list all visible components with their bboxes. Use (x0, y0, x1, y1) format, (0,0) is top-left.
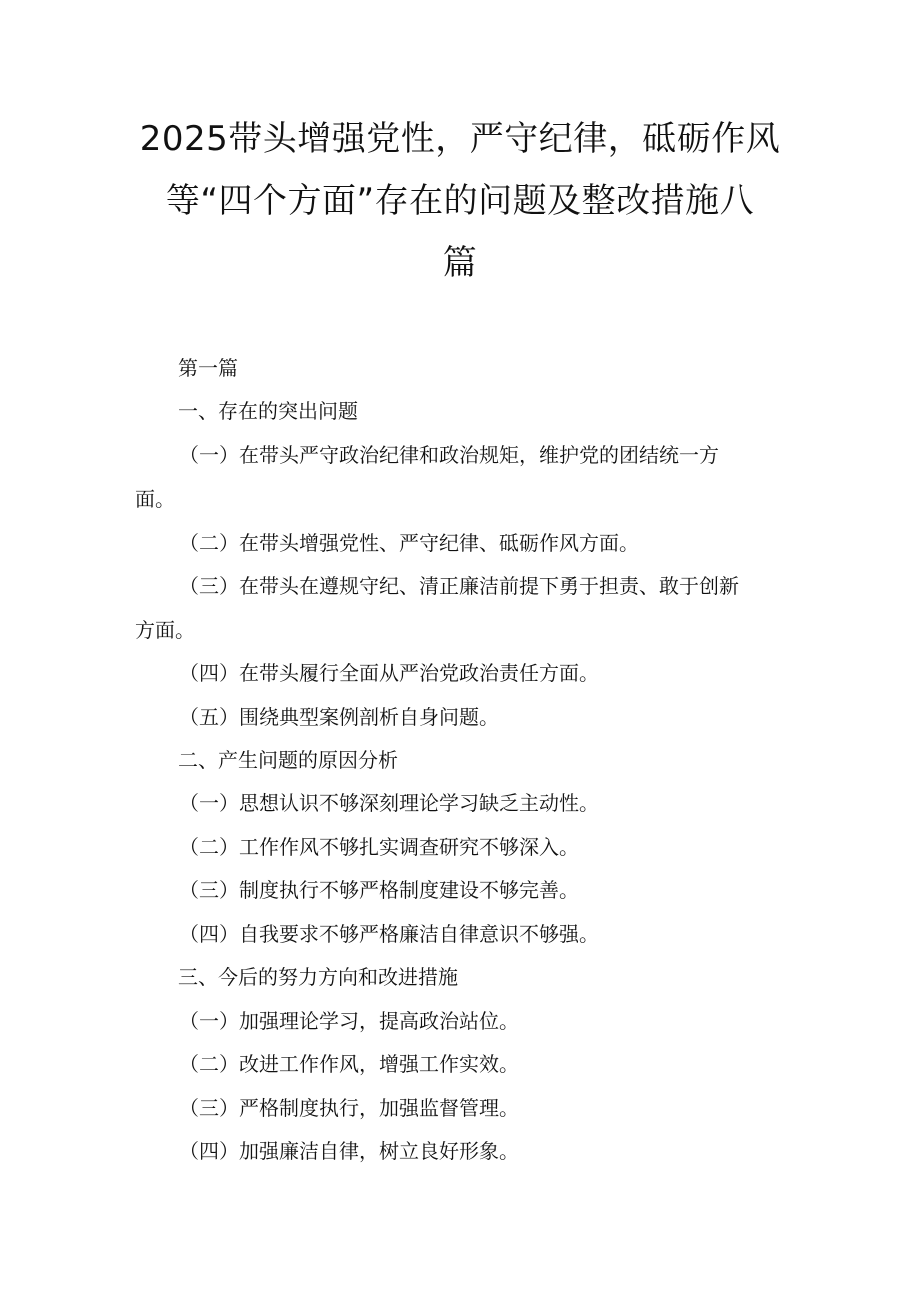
paragraph-line: （一）加强理论学习，提高政治站位。 (179, 1009, 519, 1033)
title-line-2: 等“四个方面”存在的问题及整改措施八 (165, 181, 755, 221)
paragraph-line: （二）改进工作作风，增强工作实效。 (179, 1052, 519, 1076)
document-title (120, 108, 800, 294)
paragraph-line: （四）自我要求不够严格廉洁自律意识不够强。 (179, 922, 599, 946)
paragraph-line: （五）围绕典型案例剖析自身问题。 (179, 705, 499, 729)
paragraph-line: （四）加强廉洁自律，树立良好形象。 (179, 1139, 519, 1163)
title-line-1: 2025带头增强党性，严守纪律，砥砺作风 (139, 119, 781, 159)
paragraph-line: （三）制度执行不够严格制度建设不够完善。 (179, 878, 579, 902)
paragraph-line: （三）在带头在遵规守纪、清正廉洁前提下勇于担责、敢于创新 (179, 574, 739, 598)
section-heading-2: 二、产生问题的原因分析 (178, 748, 398, 772)
paragraph-line: （四）在带头履行全面从严治党政治责任方面。 (179, 661, 599, 685)
title-line-3: 篇 (442, 243, 478, 283)
paragraph-line: 方面。 (135, 618, 195, 642)
paragraph-line: （一）在带头严守政治纪律和政治规矩，维护党的团结统一方 (179, 443, 719, 467)
paragraph-line: （二）在带头增强党性、严守纪律、砥砺作风方面。 (179, 531, 639, 555)
chapter-heading: 第一篇 (178, 356, 238, 380)
section-heading-1: 一、存在的突出问题 (178, 399, 358, 423)
paragraph-line: （三）严格制度执行，加强监督管理。 (179, 1096, 519, 1120)
paragraph-line: 面。 (135, 487, 175, 511)
paragraph-line: （二）工作作风不够扎实调查研究不够深入。 (179, 835, 579, 859)
section-heading-3: 三、今后的努力方向和改进措施 (178, 965, 458, 989)
paragraph-line: （一）思想认识不够深刻理论学习缺乏主动性。 (179, 791, 599, 815)
